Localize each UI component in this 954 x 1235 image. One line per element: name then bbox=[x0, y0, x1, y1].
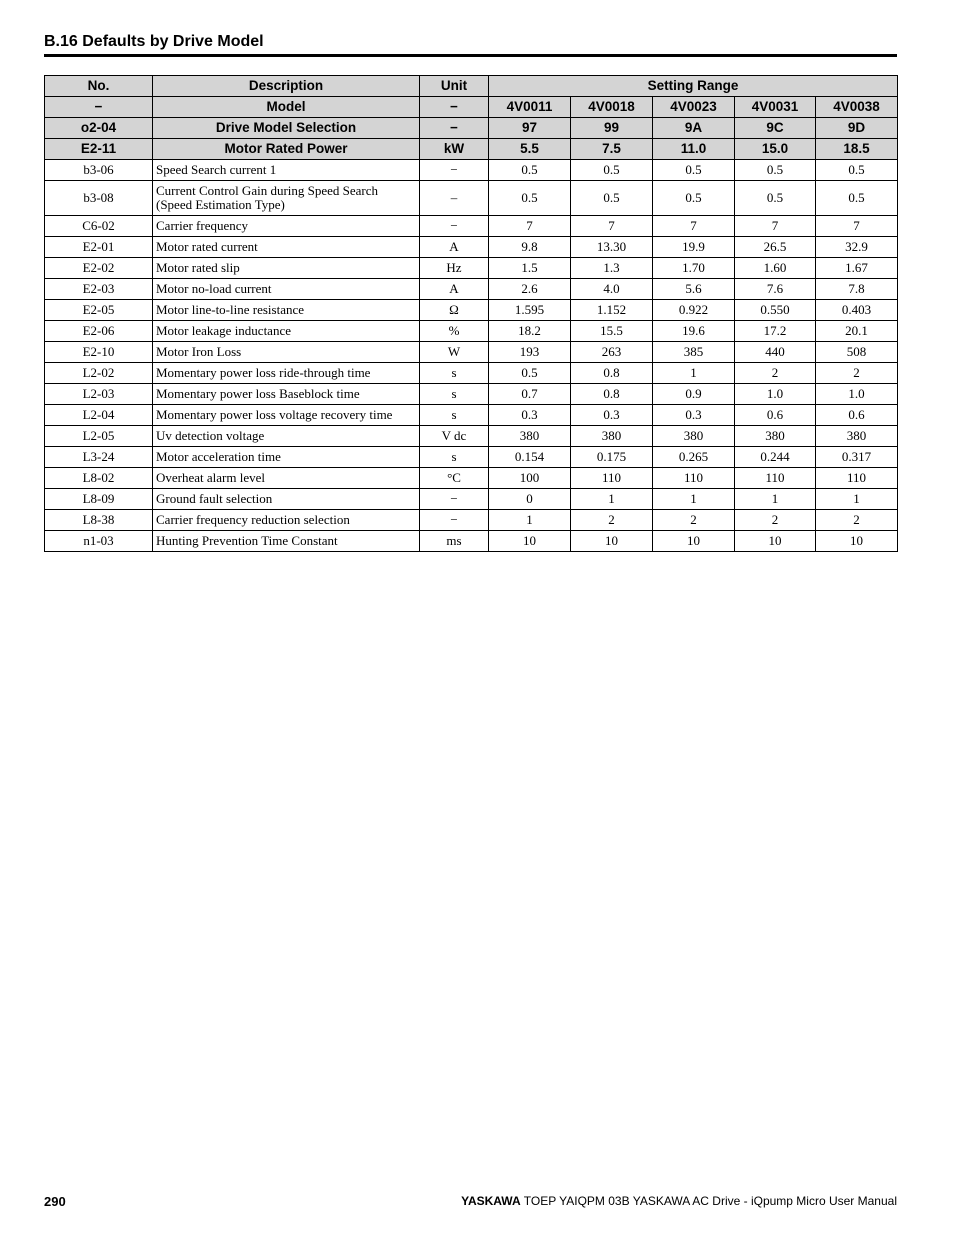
setting-value: 0.5 bbox=[735, 160, 816, 181]
setting-value: 4V0011 bbox=[489, 97, 571, 118]
setting-value: 1.60 bbox=[735, 258, 816, 279]
table-row bbox=[45, 447, 898, 468]
parameter-unit: V dc bbox=[420, 426, 489, 447]
setting-value: 11.0 bbox=[653, 139, 735, 160]
setting-value: 1 bbox=[571, 489, 653, 510]
table-row bbox=[45, 342, 898, 363]
setting-value: 0.317 bbox=[816, 447, 898, 468]
setting-value: 0 bbox=[489, 489, 571, 510]
setting-value: 0.5 bbox=[735, 181, 816, 216]
setting-value: 10 bbox=[489, 531, 571, 552]
setting-value: 0.3 bbox=[489, 405, 571, 426]
parameter-unit: − bbox=[420, 510, 489, 531]
column-header-no: No. bbox=[45, 76, 153, 97]
setting-value: 2 bbox=[735, 363, 816, 384]
setting-value: 7 bbox=[489, 216, 571, 237]
setting-value: 0.265 bbox=[653, 447, 735, 468]
parameter-description: Motor no-load current bbox=[153, 279, 420, 300]
parameter-unit: kW bbox=[420, 139, 489, 160]
setting-value: 0.5 bbox=[489, 181, 571, 216]
parameter-number: E2-05 bbox=[45, 300, 153, 321]
setting-value: 0.154 bbox=[489, 447, 571, 468]
table-row bbox=[45, 258, 898, 279]
setting-value: 0.6 bbox=[816, 405, 898, 426]
setting-value: 0.6 bbox=[735, 405, 816, 426]
table-row bbox=[45, 321, 898, 342]
parameter-unit: Ω bbox=[420, 300, 489, 321]
table-header-row bbox=[45, 139, 898, 160]
setting-value: 4.0 bbox=[571, 279, 653, 300]
setting-value: 1.0 bbox=[735, 384, 816, 405]
parameter-unit: − bbox=[420, 160, 489, 181]
parameter-description: Motor line-to-line resistance bbox=[153, 300, 420, 321]
setting-value: 0.5 bbox=[653, 181, 735, 216]
parameter-description: Motor Iron Loss bbox=[153, 342, 420, 363]
parameter-number: C6-02 bbox=[45, 216, 153, 237]
parameter-number: E2-01 bbox=[45, 237, 153, 258]
defaults-table bbox=[44, 75, 898, 552]
setting-value: 0.175 bbox=[571, 447, 653, 468]
setting-value: 0.403 bbox=[816, 300, 898, 321]
setting-value: 0.922 bbox=[653, 300, 735, 321]
parameter-description: Motor Rated Power bbox=[153, 139, 420, 160]
setting-value: 193 bbox=[489, 342, 571, 363]
setting-value: 0.5 bbox=[816, 181, 898, 216]
setting-value: 2 bbox=[816, 510, 898, 531]
footer-manual-title bbox=[461, 1194, 897, 1208]
parameter-unit: s bbox=[420, 384, 489, 405]
setting-value: 13.30 bbox=[571, 237, 653, 258]
setting-value: 0.3 bbox=[571, 405, 653, 426]
setting-value: 19.6 bbox=[653, 321, 735, 342]
setting-value: 1 bbox=[816, 489, 898, 510]
setting-value: 7.6 bbox=[735, 279, 816, 300]
setting-value: 2 bbox=[653, 510, 735, 531]
setting-value: 0.5 bbox=[489, 160, 571, 181]
parameter-description: Current Control Gain during Speed Search (Speed Estimation Type) bbox=[153, 181, 420, 216]
setting-value: 110 bbox=[653, 468, 735, 489]
setting-value: 15.0 bbox=[735, 139, 816, 160]
parameter-description: Model bbox=[153, 97, 420, 118]
setting-value: 20.1 bbox=[816, 321, 898, 342]
setting-value: 1 bbox=[653, 363, 735, 384]
parameter-unit: °C bbox=[420, 468, 489, 489]
setting-value: 380 bbox=[653, 426, 735, 447]
setting-value: 7 bbox=[735, 216, 816, 237]
setting-value: 1.5 bbox=[489, 258, 571, 279]
setting-value: 1.0 bbox=[816, 384, 898, 405]
table-row bbox=[45, 405, 898, 426]
parameter-unit: s bbox=[420, 363, 489, 384]
setting-value: 10 bbox=[571, 531, 653, 552]
setting-value: 380 bbox=[816, 426, 898, 447]
parameter-description: Momentary power loss voltage recovery time bbox=[153, 405, 420, 426]
setting-value: 15.5 bbox=[571, 321, 653, 342]
setting-value: 0.550 bbox=[735, 300, 816, 321]
parameter-number: L8-38 bbox=[45, 510, 153, 531]
setting-value: 0.8 bbox=[571, 384, 653, 405]
setting-value: 380 bbox=[735, 426, 816, 447]
setting-value: 385 bbox=[653, 342, 735, 363]
setting-value: 1 bbox=[735, 489, 816, 510]
parameter-unit: ms bbox=[420, 531, 489, 552]
setting-value: 0.3 bbox=[653, 405, 735, 426]
parameter-number: L8-09 bbox=[45, 489, 153, 510]
parameter-number: L8-02 bbox=[45, 468, 153, 489]
parameter-number: o2-04 bbox=[45, 118, 153, 139]
setting-value: 0.5 bbox=[489, 363, 571, 384]
parameter-description: Carrier frequency reduction selection bbox=[153, 510, 420, 531]
setting-value: 18.2 bbox=[489, 321, 571, 342]
parameter-description: Motor rated current bbox=[153, 237, 420, 258]
setting-value: 4V0018 bbox=[571, 97, 653, 118]
table-row bbox=[45, 279, 898, 300]
section-title: B.16 Defaults by Drive Model bbox=[44, 33, 264, 50]
parameter-unit: A bbox=[420, 279, 489, 300]
table-row bbox=[45, 531, 898, 552]
table-row bbox=[45, 489, 898, 510]
setting-value: 7.5 bbox=[571, 139, 653, 160]
parameter-number: E2-03 bbox=[45, 279, 153, 300]
table-header-row bbox=[45, 76, 898, 97]
parameter-number: E2-06 bbox=[45, 321, 153, 342]
parameter-description: Momentary power loss Baseblock time bbox=[153, 384, 420, 405]
setting-value: 1.152 bbox=[571, 300, 653, 321]
setting-value: 5.5 bbox=[489, 139, 571, 160]
parameter-unit: − bbox=[420, 216, 489, 237]
setting-value: 0.5 bbox=[571, 160, 653, 181]
setting-value: 2 bbox=[571, 510, 653, 531]
setting-value: 2 bbox=[816, 363, 898, 384]
footer-brand: YASKAWA bbox=[461, 1194, 521, 1208]
setting-value: 7 bbox=[571, 216, 653, 237]
parameter-unit: W bbox=[420, 342, 489, 363]
setting-value: 1.595 bbox=[489, 300, 571, 321]
parameter-description: Carrier frequency bbox=[153, 216, 420, 237]
setting-value: 4V0038 bbox=[816, 97, 898, 118]
setting-value: 5.6 bbox=[653, 279, 735, 300]
setting-value: 2.6 bbox=[489, 279, 571, 300]
parameter-description: Ground fault selection bbox=[153, 489, 420, 510]
setting-value: 19.9 bbox=[653, 237, 735, 258]
parameter-number: E2-10 bbox=[45, 342, 153, 363]
setting-value: 7 bbox=[653, 216, 735, 237]
setting-value: 380 bbox=[489, 426, 571, 447]
setting-value: 1.67 bbox=[816, 258, 898, 279]
setting-value: 0.8 bbox=[571, 363, 653, 384]
setting-value: 9D bbox=[816, 118, 898, 139]
setting-value: 17.2 bbox=[735, 321, 816, 342]
setting-value: 100 bbox=[489, 468, 571, 489]
parameter-number: L2-05 bbox=[45, 426, 153, 447]
setting-value: 32.9 bbox=[816, 237, 898, 258]
table-row bbox=[45, 300, 898, 321]
table-row bbox=[45, 181, 898, 216]
parameter-description: Hunting Prevention Time Constant bbox=[153, 531, 420, 552]
footer-manual-text: TOEP YAIQPM 03B YASKAWA AC Drive - iQpump Micro User Manual bbox=[520, 1194, 897, 1208]
setting-value: 10 bbox=[735, 531, 816, 552]
setting-value: 508 bbox=[816, 342, 898, 363]
setting-value: 263 bbox=[571, 342, 653, 363]
parameter-number: L2-02 bbox=[45, 363, 153, 384]
table-body bbox=[45, 97, 898, 552]
parameter-description: Overheat alarm level bbox=[153, 468, 420, 489]
setting-value: 2 bbox=[735, 510, 816, 531]
parameter-unit: − bbox=[420, 97, 489, 118]
parameter-number: n1-03 bbox=[45, 531, 153, 552]
parameter-unit: % bbox=[420, 321, 489, 342]
table-row bbox=[45, 510, 898, 531]
setting-value: 0.244 bbox=[735, 447, 816, 468]
table-row bbox=[45, 216, 898, 237]
parameter-unit: − bbox=[420, 489, 489, 510]
table-row bbox=[45, 237, 898, 258]
setting-value: 110 bbox=[571, 468, 653, 489]
setting-value: 9A bbox=[653, 118, 735, 139]
setting-value: 99 bbox=[571, 118, 653, 139]
setting-value: 0.7 bbox=[489, 384, 571, 405]
parameter-number: E2-02 bbox=[45, 258, 153, 279]
table-header-row bbox=[45, 97, 898, 118]
parameter-description: Speed Search current 1 bbox=[153, 160, 420, 181]
title-rule bbox=[44, 54, 897, 57]
parameter-unit: − bbox=[420, 118, 489, 139]
parameter-unit: s bbox=[420, 405, 489, 426]
setting-value: 97 bbox=[489, 118, 571, 139]
setting-value: 7 bbox=[816, 216, 898, 237]
setting-value: 0.5 bbox=[816, 160, 898, 181]
parameter-unit: Hz bbox=[420, 258, 489, 279]
parameter-number: L2-04 bbox=[45, 405, 153, 426]
setting-value: 1.70 bbox=[653, 258, 735, 279]
table-row bbox=[45, 426, 898, 447]
column-header-setting-range: Setting Range bbox=[489, 76, 898, 97]
setting-value: 0.9 bbox=[653, 384, 735, 405]
setting-value: 10 bbox=[816, 531, 898, 552]
setting-value: 9.8 bbox=[489, 237, 571, 258]
parameter-number: L3-24 bbox=[45, 447, 153, 468]
setting-value: 0.5 bbox=[653, 160, 735, 181]
setting-value: 9C bbox=[735, 118, 816, 139]
setting-value: 1 bbox=[489, 510, 571, 531]
column-header-description: Description bbox=[153, 76, 420, 97]
setting-value: 7.8 bbox=[816, 279, 898, 300]
setting-value: 1 bbox=[653, 489, 735, 510]
setting-value: 10 bbox=[653, 531, 735, 552]
setting-value: 4V0023 bbox=[653, 97, 735, 118]
setting-value: 440 bbox=[735, 342, 816, 363]
setting-value: 110 bbox=[735, 468, 816, 489]
parameter-number: − bbox=[45, 97, 153, 118]
parameter-unit: s bbox=[420, 447, 489, 468]
parameter-number: b3-06 bbox=[45, 160, 153, 181]
table-row bbox=[45, 384, 898, 405]
parameter-description: Uv detection voltage bbox=[153, 426, 420, 447]
parameter-description: Momentary power loss ride-through time bbox=[153, 363, 420, 384]
table-row bbox=[45, 363, 898, 384]
setting-value: 4V0031 bbox=[735, 97, 816, 118]
table-header-row bbox=[45, 118, 898, 139]
parameter-number: L2-03 bbox=[45, 384, 153, 405]
setting-value: 0.5 bbox=[571, 181, 653, 216]
parameter-unit: A bbox=[420, 237, 489, 258]
parameter-number: b3-08 bbox=[45, 181, 153, 216]
table-row bbox=[45, 160, 898, 181]
page-number: 290 bbox=[44, 1194, 66, 1209]
parameter-description: Motor rated slip bbox=[153, 258, 420, 279]
parameter-description: Motor acceleration time bbox=[153, 447, 420, 468]
table-row bbox=[45, 468, 898, 489]
parameter-number: E2-11 bbox=[45, 139, 153, 160]
parameter-description: Drive Model Selection bbox=[153, 118, 420, 139]
column-header-unit: Unit bbox=[420, 76, 489, 97]
setting-value: 1.3 bbox=[571, 258, 653, 279]
setting-value: 110 bbox=[816, 468, 898, 489]
parameter-description: Motor leakage inductance bbox=[153, 321, 420, 342]
parameter-unit: – bbox=[420, 181, 489, 216]
setting-value: 380 bbox=[571, 426, 653, 447]
setting-value: 18.5 bbox=[816, 139, 898, 160]
setting-value: 26.5 bbox=[735, 237, 816, 258]
